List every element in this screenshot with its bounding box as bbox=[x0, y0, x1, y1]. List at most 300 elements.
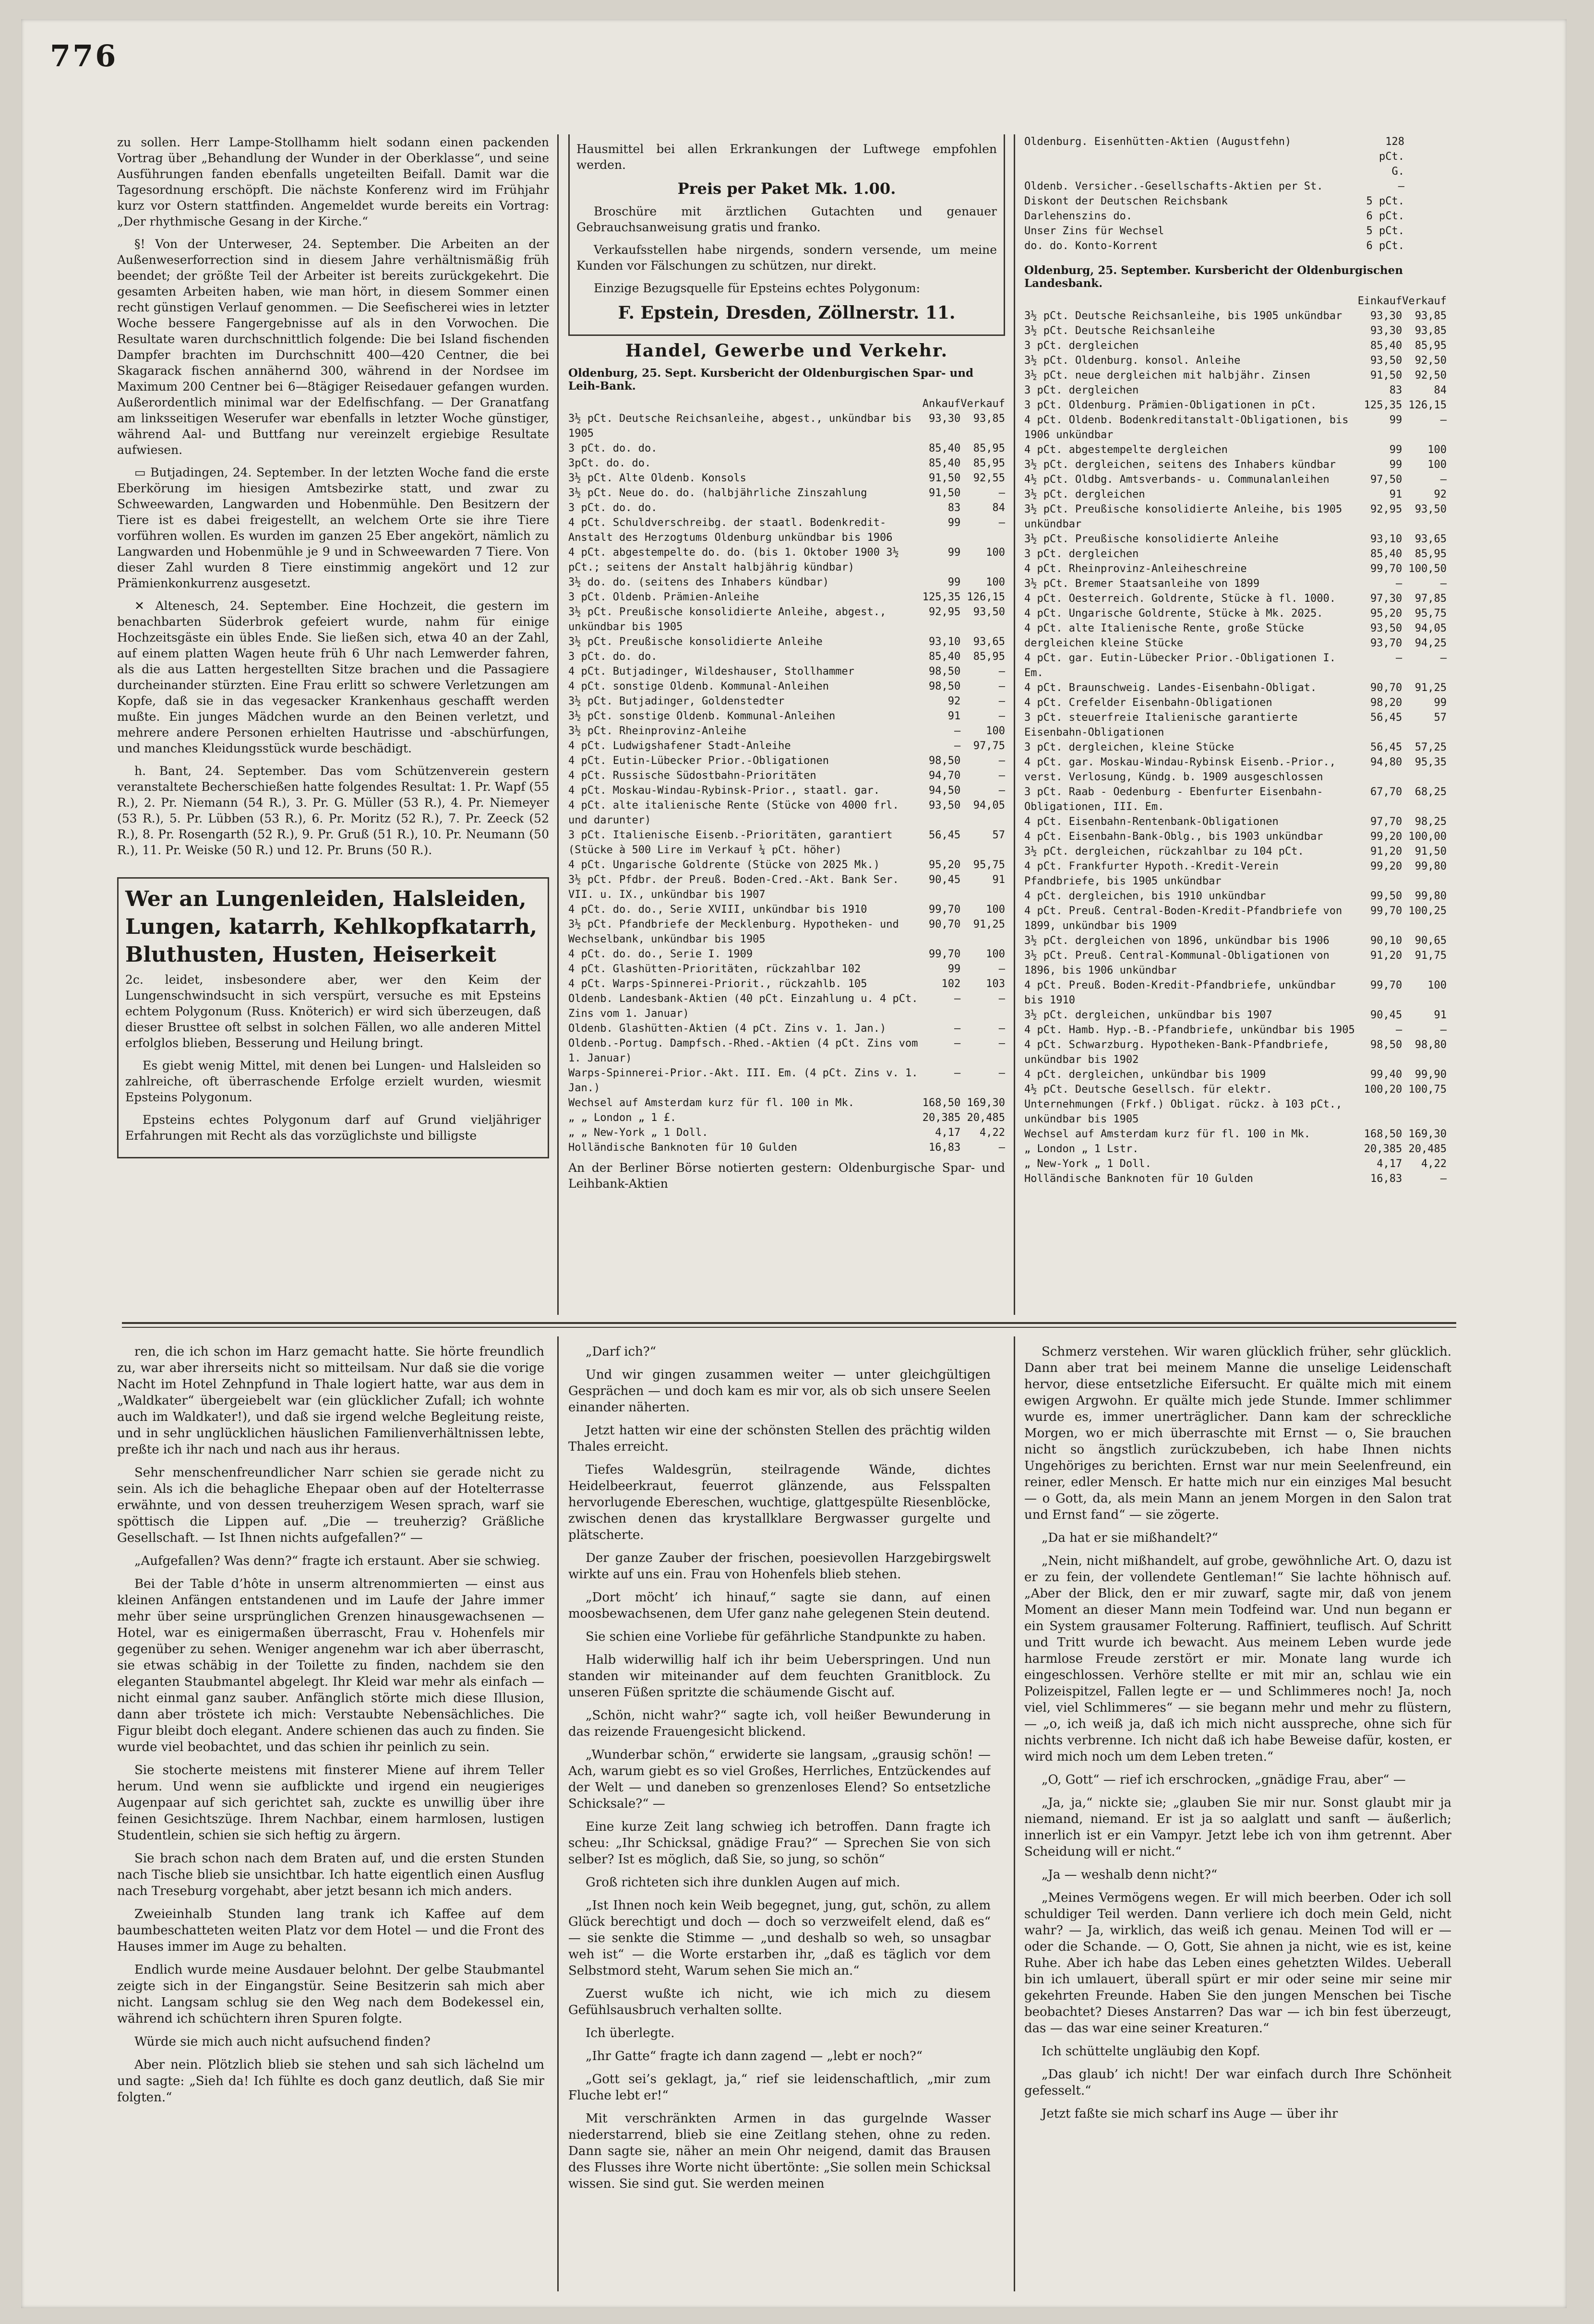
buy-price: 99,40 bbox=[1370, 1069, 1402, 1081]
table-row bbox=[568, 739, 1005, 753]
table-row bbox=[1024, 547, 1447, 561]
sell-price: — bbox=[998, 963, 1005, 975]
sell-price: 84 bbox=[992, 502, 1005, 514]
page-number: 776 bbox=[50, 38, 118, 73]
sell-price: 169,30 bbox=[1408, 1128, 1447, 1140]
buy-price: 93,30 bbox=[1370, 325, 1402, 337]
table-row bbox=[568, 1096, 1005, 1110]
sell-price: 100,75 bbox=[1408, 1084, 1447, 1096]
column-rule-1 bbox=[557, 134, 559, 1315]
table-row bbox=[1024, 472, 1447, 487]
security-name: 4 pCt. do. do., Serie I. 1909 bbox=[568, 948, 753, 960]
table-row bbox=[1024, 904, 1447, 933]
buy-price: — bbox=[954, 1067, 961, 1079]
sell-price: 84 bbox=[1434, 384, 1447, 396]
table-row bbox=[568, 1036, 1005, 1066]
sell-price: 97,85 bbox=[1414, 593, 1447, 605]
buy-price: 99 bbox=[947, 517, 961, 529]
table-header-row bbox=[1024, 294, 1447, 309]
security-name: 3½ pCt. Preußische konsolidierte Anleihe, bis 1905 unkündbar bbox=[1024, 503, 1342, 530]
table-row bbox=[1024, 502, 1447, 532]
sell-price: 93,65 bbox=[973, 636, 1005, 648]
buy-price: — bbox=[1398, 180, 1404, 192]
sell-price: 99 bbox=[1434, 697, 1447, 709]
security-name: 3½ pCt. Butjadinger, Goldenstedter bbox=[568, 695, 785, 707]
security-name: 4 pCt. Ludwigshafener Stadt-Anleihe bbox=[568, 740, 791, 752]
table-row bbox=[568, 753, 1005, 768]
sell-price: 57,25 bbox=[1414, 741, 1447, 753]
buy-price: 90,45 bbox=[1370, 1009, 1402, 1021]
security-name: „ London „ 1 Lstr. bbox=[1024, 1143, 1139, 1155]
buy-price: 99 bbox=[1389, 414, 1402, 426]
table-row bbox=[568, 575, 1005, 590]
security-name: 3 pCt. Oldenb. Prämien-Anleihe bbox=[568, 591, 759, 603]
story-paragraph: Tiefes Waldesgrün, steilragende Wände, dichtes Heidelbeerkraut, feuerrot glänzende, aus Felsspalten hervorlugende Ebereschen, wuchtige, glattgespülte Riesenblöcke, zwischen denen das krystallklare Bergwasser gurgelte und plätscherte. bbox=[568, 1463, 991, 1542]
security-name: „ „ New-York „ 1 Doll. bbox=[568, 1127, 708, 1139]
table-row bbox=[1024, 323, 1447, 338]
buy-price: 90,70 bbox=[1370, 682, 1402, 694]
article-altenesch: ✕ Altenesch, 24. September. Eine Hochzeit, die gestern im benachbarten Süderbrok gefeiert wurde, nahm für einige Hochzeitsgäste ein übles Ende. Sie ließen sich, etwa 40 an der Zahl, auf einem platten Wagen heute früh 6 Uhr nach Lemwerder fahren, als die aus Latten hergestellten Sitze brachen und die Passagiere durcheinander stürzten. Eine Frau erlitt so schwere Verletzungen am Kopfe, daß sie in das vegesacker Krankenhaus geschafft werden mußte. Ein junges Mädchen wurde an den Beinen verletzt, und mehrere andere Personen erhielten Hautrisse und -abschürfungen, und manches Kleidungsstück wurde beschädigt. bbox=[117, 599, 549, 755]
story-paragraph: „Wunderbar schön,“ erwiderte sie langsam, „grausig schön! — Ach, warum giebt es so viel Großes, Herrliches, Entzückendes auf der Welt — und daneben so grenzenloses Elend? So entsetzliche Schicksale?“ — bbox=[568, 1748, 991, 1811]
story-column-3 bbox=[1024, 1344, 1451, 2299]
buy-price: 98,50 bbox=[1370, 1039, 1402, 1051]
table-row bbox=[1024, 209, 1447, 224]
buy-price: 16,83 bbox=[929, 1142, 961, 1154]
security-name: 4 pCt. Preuß. Boden-Kredit-Pfandbriefe, unkündbar bis 1910 bbox=[1024, 979, 1336, 1006]
story-paragraph: „Meines Vermögens wegen. Er will mich beerben. Oder ich soll schuldiger Teil werden. Dann verliere ich doch mein Geld, nicht wahr? — Ja, wirklich, das weiß ich genau. Meinen Tod will er — oder die Schande. — O, Gott, Sie ahnen ja nicht, wie es ist, keine Ruhe. Aber ich habe das Leben eines gehetzten Wildes. Ueberall bin ich umlauert, überall spürt er mir oder seine mir seine mir gekehrten Freunde. Haben Sie den jungen Menschen bei Tische beobachtet? Dieses Anstarren? Das war — ich bin fest überzeugt, das — das war eine seiner Kreaturen.“ bbox=[1024, 1891, 1451, 2036]
story-paragraph: Aber nein. Plötzlich blieb sie stehen und sah sich lächelnd um und sagte: „Sieh da! Ich fühlte es doch ganz deutlich, daß Sie mir folgten.“ bbox=[117, 2058, 544, 2105]
ad-text-3: Epsteins echtes Polygonum darf auf Grund vieljähriger Erfahrungen mit Recht als das vorzüglichste und billigste bbox=[125, 1113, 541, 1143]
security-name: 3½ pCt. Preußische konsolidierte Anleihe bbox=[1024, 533, 1279, 545]
sell-price: — bbox=[998, 517, 1005, 529]
security-name: 4 pCt. Crefelder Eisenbahn-Obligationen bbox=[1024, 697, 1272, 709]
table-row bbox=[1024, 194, 1447, 209]
buy-price: 90,70 bbox=[929, 918, 961, 930]
table-row bbox=[568, 471, 1005, 486]
sell-price: 100,50 bbox=[1408, 563, 1447, 575]
buy-price: 128 pCt. G. bbox=[1379, 136, 1404, 178]
table-row bbox=[568, 828, 1005, 858]
sell-price: 98,80 bbox=[1414, 1039, 1447, 1051]
story-paragraph: „Nein, nicht mißhandelt, auf grobe, gewöhnliche Art. O, dazu ist er zu fein, der vollendete Gentleman!“ Sie lachte höhnisch auf. „Aber der Blick, den er mir zuwarf, sagte mir, daß von jenem Moment an dieser Mann mein Todfeind war. Und nun begann er ein System grausamer Folterung. Raffiniert, teuflisch. Auf Schritt und Tritt wurde ich bewacht. Aus meinem Leben wurde jede harmlose Freude zerstört er mir. Monate lang wurde ich eingeschlossen. Verhöre stellte er mit mir an, schlau wie ein Polizeispitzel, Fallen legte er — und Schlimmeres noch! Ja, noch viel, viel Schlimmeres“ — sie begann mehr und mehr zu flüstern, — „o, ich weiß ja, daß ich mich nicht ausspreche, ohne sich für nichts verbrenne. Ich nicht daß ich habe Beweise dafür, kosten, er wird mich noch um dem Leben treten.“ bbox=[1024, 1554, 1451, 1764]
buy-price: 91 bbox=[1389, 489, 1402, 501]
kursbericht-landesbank-heading: Oldenburg, 25. September. Kursbericht der Oldenburgischen Landesbank. bbox=[1024, 264, 1403, 290]
table-row bbox=[568, 545, 1005, 575]
buy-price: 4,17 bbox=[935, 1127, 961, 1139]
buy-price: 98,50 bbox=[929, 666, 961, 678]
sell-price: 99,90 bbox=[1414, 1069, 1447, 1081]
security-name: do. do. Konto-Korrent bbox=[1024, 240, 1158, 252]
sell-price: 93,50 bbox=[973, 606, 1005, 618]
table-row bbox=[568, 902, 1005, 917]
sell-price: 57 bbox=[1434, 712, 1447, 724]
buy-price: 125,35 bbox=[1364, 399, 1402, 411]
buy-price: 95,20 bbox=[1370, 608, 1402, 620]
column-header-ankauf: Ankauf bbox=[922, 398, 961, 410]
table-row bbox=[1024, 134, 1447, 179]
sell-price: — bbox=[1440, 578, 1447, 590]
security-name: 4 pCt. Rheinprovinz-Anleiheschreine bbox=[1024, 563, 1247, 575]
column-1 bbox=[117, 134, 549, 1320]
security-name: 4 pCt. gar. Eutin-Lübecker Prior.-Obligationen I. Em. bbox=[1024, 652, 1336, 679]
security-name: 3 pCt. Raab - Oedenburg - Ebenfurter Eisenbahn-Obligationen, III. Em. bbox=[1024, 786, 1323, 813]
story-paragraph: ren, die ich schon im Harz gemacht hatte. Sie hörte freundlich zu, war aber ihrerseits nicht so mitteilsam. Nur daß sie die vorige Nacht im Hotel Zehnpfund in Thale logiert hatte, war aus dem in „Waldkater“ übergeiebelt war (ein glücklicher Zufall; ich wohnte auch im Waldkater!), und daß sie irgend welche Begleitung reiste, und in sehr unglücklichen häuslichen Familienverhältnissen lebte, preßte ich ihr nach und nach aus ihr heraus. bbox=[117, 1345, 544, 1457]
buy-price: 92 bbox=[947, 695, 961, 707]
sell-price: 100 bbox=[986, 725, 1005, 737]
story-rule-2 bbox=[1014, 1336, 1015, 2291]
sell-price: 99,80 bbox=[1414, 890, 1447, 902]
sell-price: 90,65 bbox=[1414, 935, 1447, 947]
sell-price: 92,50 bbox=[1414, 369, 1447, 381]
table-row bbox=[568, 694, 1005, 709]
buy-price: 92,95 bbox=[929, 606, 961, 618]
security-name: 3½ pCt. dergleichen, seitens des Inhabers kündbar bbox=[1024, 459, 1336, 471]
table-row bbox=[568, 515, 1005, 545]
table-row bbox=[1024, 978, 1447, 1008]
buy-price: 97,30 bbox=[1370, 593, 1402, 605]
buy-price: 93,50 bbox=[929, 799, 961, 811]
story-paragraph: Halb widerwillig half ich ihr beim Ueberspringen. Und nun standen wir miteinander auf dem feuchten Granitblock. Zu unseren Füßen spritzte die schäumende Gischt auf. bbox=[568, 1653, 991, 1700]
story-paragraph: „Schön, nicht wahr?“ sagte ich, voll heißer Bewunderung in das reizende Frauengesicht blickend. bbox=[568, 1708, 991, 1739]
sell-price: 126,15 bbox=[1408, 399, 1447, 411]
security-name: 3 pCt. do. do. bbox=[568, 442, 658, 454]
buy-price: — bbox=[1396, 578, 1402, 590]
article-conference: zu sollen. Herr Lampe-Stollhamm hielt sodann einen packenden Vortrag über „Behandlung der Wunder in der Oberklasse“, und seine Ausführungen fanden ebenfalls ungeteilten Beifall. Damit war die Tagesordnung erschöpft. Die nächste Konferenz wird im Frühjahr kurz vor Ostern stattfinden. Angemeldet wurde bereits ein Vortrag: „Der rhythmische Gesang in der Kirche.“ bbox=[117, 135, 549, 228]
sell-price: 91,50 bbox=[1414, 846, 1447, 858]
buy-price: 94,70 bbox=[929, 770, 961, 782]
table-row bbox=[568, 872, 1005, 902]
security-name: 4 pCt. dergleichen, unkündbar bis 1909 bbox=[1024, 1069, 1266, 1081]
sell-price: 94,05 bbox=[1414, 622, 1447, 634]
ad-text-1: 2c. leidet, insbesondere aber, wer den Keim der Lungenschwindsucht in sich verspürt, versuche es mit Epsteins echtem Polygonum (Russ. Knöterich) er wird sich überzeugen, daß dieser Brusttee oft selbst in solchen Fällen, wo alle anderen Mittel erfolglos blieben, Besserung und Heilung bringt. bbox=[125, 973, 541, 1050]
security-name: 4 pCt. Schwarzburg. Hypotheken-Bank-Pfandbriefe, unkündbar bis 1902 bbox=[1024, 1039, 1330, 1066]
table-row bbox=[1024, 1142, 1447, 1156]
sell-price bbox=[1404, 194, 1447, 209]
security-name: 4 pCt. alte Italienische Rente, große Stücke bbox=[1024, 622, 1304, 634]
table-row bbox=[1024, 179, 1447, 194]
story-paragraph: Sehr menschenfreundlicher Narr schien sie gerade nicht zu sein. Als ich die behagliche Ehepaar oben auf der Hotelterrasse erwähnte, und von dessen treuherzigem Wesen sprach, warf sie spöttisch die Lippen auf. „Die — treuherzig? Gräßliche Gesellschaft. — Ist Ihnen nichts aufgefallen?“ — bbox=[117, 1466, 544, 1545]
table-row bbox=[1024, 238, 1447, 253]
security-name: 4 pCt. Oesterreich. Goldrente, Stücke à fl. 1000. bbox=[1024, 593, 1336, 605]
sell-price: 92,55 bbox=[973, 472, 1005, 484]
security-name: 3½ pCt. Bremer Staatsanleihe von 1899 bbox=[1024, 578, 1260, 590]
security-name: 4 pCt. Preuß. Central-Boden-Kredit-Pfandbriefe von 1899, unkündbar bis 1909 bbox=[1024, 905, 1342, 932]
buy-price: 98,50 bbox=[929, 755, 961, 767]
security-name: „ New-York „ 1 Doll. bbox=[1024, 1158, 1151, 1170]
security-name: 3½ pCt. Pfandbriefe der Mecklenburg. Hypotheken- und Wechselbank, unkündbar bis 1905 bbox=[568, 918, 899, 945]
security-name: 4 pCt. Butjadinger, Wildeshauser, Stollhammer bbox=[568, 666, 855, 678]
sell-price: — bbox=[998, 666, 1005, 678]
security-name: 3½ pCt. Rheinprovinz-Anleihe bbox=[568, 725, 746, 737]
table-row bbox=[568, 991, 1005, 1021]
security-name: 3½ do. do. (seitens des Inhabers kündbar) bbox=[568, 576, 829, 588]
table-row bbox=[1024, 933, 1447, 948]
table-row bbox=[1024, 442, 1447, 457]
sell-price: — bbox=[1440, 474, 1447, 486]
table-row bbox=[1024, 1008, 1447, 1023]
buy-price: 85,40 bbox=[1370, 548, 1402, 560]
table-row bbox=[1024, 636, 1447, 651]
buy-price: 99 bbox=[1389, 444, 1402, 456]
buy-price: 56,45 bbox=[929, 829, 961, 841]
sell-price: 85,95 bbox=[973, 457, 1005, 469]
sell-price: 99,80 bbox=[1414, 860, 1447, 872]
column-2 bbox=[568, 134, 1005, 1320]
ad-text-2: Es giebt wenig Mittel, mit denen bei Lungen- und Halsleiden so zahlreiche, oft überraschende Erfolge erzielt wurden, wiesmit Epsteins Polygonum. bbox=[125, 1059, 541, 1104]
buy-price: 94,50 bbox=[929, 785, 961, 797]
table-row bbox=[1024, 651, 1447, 680]
story-paragraph: Jetzt faßte sie mich scharf ins Auge — über ihr bbox=[1042, 2107, 1338, 2121]
buy-price: 67,70 bbox=[1370, 786, 1402, 798]
buy-price: 20,385 bbox=[1364, 1143, 1402, 1155]
story-column-2 bbox=[568, 1344, 991, 2299]
buy-price: 85,40 bbox=[929, 442, 961, 454]
sell-price bbox=[1404, 179, 1447, 194]
security-name: 4 pCt. dergleichen, bis 1910 unkündbar bbox=[1024, 890, 1266, 902]
article-butjadingen: ▭ Butjadingen, 24. September. In der letzten Woche fand die erste Eberkörung im hiesigen Amtsbezirke statt, und zwar zu Schweewarden, Langwarden und Hobenmühle. Den Besitzern der Tiere ist es dabei freigestellt, an welchem Orte sie ihre Tiere vorführen wollen. Es wurden im ganzen 25 Eber angekört, nämlich zu Langwarden und Hobenmühle je 9 und in Schweewarden 7 Tiere. Von dieser Zahl wurden 8 Tiere einstimmig angekört und 12 zur Prämienkonkurrenz ausgesetzt. bbox=[117, 465, 549, 590]
security-name: 4 pCt. Schuldverschreibg. der staatl. Bodenkredit-Anstalt des Herzogtums Oldenburg unkündbar bis 1906 bbox=[568, 517, 893, 544]
security-name: 4 pCt. Eutin-Lübecker Prior.-Obligationen bbox=[568, 755, 829, 767]
buy-price: 98,20 bbox=[1370, 697, 1402, 709]
buy-price: 125,35 bbox=[922, 591, 961, 603]
buy-price: 4,17 bbox=[1377, 1158, 1402, 1170]
buy-price: 99,70 bbox=[1370, 905, 1402, 917]
security-name: Holländische Banknoten für 10 Gulden bbox=[1024, 1173, 1253, 1185]
security-name: 3½ pCt. Deutsche Reichsanleihe, bis 1905 unkündbar bbox=[1024, 310, 1342, 322]
table-row bbox=[1024, 695, 1447, 710]
sell-price: 4,22 bbox=[1421, 1158, 1447, 1170]
sell-price: 100 bbox=[1427, 444, 1447, 456]
security-name: 4 pCt. Eisenbahn-Rentenbank-Obligationen bbox=[1024, 816, 1279, 828]
table-row bbox=[1024, 398, 1447, 413]
column-rule-2 bbox=[1014, 134, 1015, 1315]
buy-price: 56,45 bbox=[1370, 741, 1402, 753]
story-paragraph: „Ist Ihnen noch kein Weib begegnet, jung, gut, schön, zu allem Glück berechtigt und doch — doch so verzweifelt elend, daß es“ — sie senkte die Stimme — „und deshalb so weh, so unsagbar weh ist“ — die Worte erstarben ihr, „daß es täglich vor dem Selbstmord steht, Warum sehen Sie mich an.“ bbox=[568, 1898, 991, 1978]
security-name: 4 pCt. Glashütten-Prioritäten, rückzahlbar 102 bbox=[568, 963, 861, 975]
security-name: 3½ pCt. dergleichen bbox=[1024, 489, 1145, 501]
buy-price: 94,80 bbox=[1370, 756, 1402, 768]
security-name: 3½ pCt. Neue do. do. (halbjährliche Zinszahlung bbox=[568, 487, 867, 499]
security-name: Wechsel auf Amsterdam kurz für fl. 100 in Mk. bbox=[568, 1097, 855, 1109]
newspaper-page bbox=[21, 19, 1567, 2308]
ad-price: Preis per Paket Mk. 1.00. bbox=[677, 179, 896, 198]
buy-price: 93,10 bbox=[1370, 533, 1402, 545]
table-row bbox=[1024, 224, 1447, 238]
sell-price: 95,75 bbox=[1414, 608, 1447, 620]
sell-price: 100 bbox=[1427, 979, 1447, 991]
sell-price bbox=[1404, 134, 1447, 179]
kursbericht-table-sparbank bbox=[568, 396, 1005, 1155]
table-row bbox=[1024, 1037, 1447, 1067]
security-name: dergleichen kleine Stücke bbox=[1024, 637, 1184, 649]
sell-price: — bbox=[1440, 1173, 1447, 1185]
table-row bbox=[568, 917, 1005, 947]
table-row bbox=[568, 1110, 1005, 1125]
sell-price bbox=[1404, 209, 1447, 224]
column-header-verkauf: Verkauf bbox=[960, 398, 1005, 410]
buy-price: 102 bbox=[941, 978, 961, 990]
advertisement-continued bbox=[568, 134, 1005, 336]
table-row bbox=[568, 486, 1005, 501]
security-name: „ „ London „ 1 £. bbox=[568, 1112, 677, 1124]
story-paragraph: „Ihr Gatte“ fragte ich dann zagend — „lebt er noch?“ bbox=[586, 2049, 923, 2063]
security-name: 3½ pCt. dergleichen von 1896, unkündbar bis 1906 bbox=[1024, 935, 1330, 947]
buy-price: 100,20 bbox=[1364, 1084, 1402, 1096]
sell-price: 20,485 bbox=[967, 1112, 1005, 1124]
sell-price: 95,75 bbox=[973, 859, 1005, 871]
buy-price: 16,83 bbox=[1370, 1173, 1402, 1185]
sell-price: 103 bbox=[986, 978, 1005, 990]
story-paragraph: „O, Gott“ — rief ich erschrocken, „gnädige Frau, aber“ — bbox=[1042, 1773, 1406, 1787]
story-paragraph: Ich schüttelte ungläubig den Kopf. bbox=[1042, 2044, 1260, 2059]
security-name: 4 pCt. Ungarische Goldrente, Stücke à Mk. 2025. bbox=[1024, 608, 1323, 620]
table-row bbox=[1024, 1171, 1447, 1186]
security-name: 3 pCt. Italienische Eisenb.-Prioritäten, garantiert (Stücke à 500 Lire im Verkauf ¼ pCt. höher) bbox=[568, 829, 893, 856]
article-bant: h. Bant, 24. September. Das vom Schützenverein gestern veranstaltete Becherschießen hatte folgendes Resultat: 1. Pr. Wapf (55 R.), 2. Pr. Niemann (54 R.), 3. Pr. G. Müller (53 R.), 4. Pr. Niemeyer (53 R.), 5. Pr. Lübben (53 R.), 6. Pr. Moritz (52 R.), 7. Pr. Zeeck (52 R.), 8. Pr. Rosengarth (52 R.), 9. Pr. Gruß (51 R.), 10. Pr. Neumann (50 R.), 11. Pr. Weiske (50 R.) und 12. Pr. Bruns (50 R.). bbox=[117, 764, 549, 857]
story-paragraph: Groß richteten sich ihre dunklen Augen auf mich. bbox=[586, 1875, 900, 1890]
security-name: 4 pCt. Braunschweig. Landes-Eisenbahn-Obligat. bbox=[1024, 682, 1317, 694]
buy-price: 99 bbox=[1389, 459, 1402, 471]
table-row bbox=[568, 649, 1005, 664]
security-name: 3 pCt. do. do. bbox=[568, 651, 658, 663]
buy-price: 91,50 bbox=[1370, 369, 1402, 381]
table-row bbox=[1024, 353, 1447, 368]
sell-price: 100 bbox=[986, 948, 1005, 960]
table-row bbox=[1024, 532, 1447, 547]
table-row bbox=[1024, 859, 1447, 889]
table-row bbox=[568, 1066, 1005, 1096]
buy-price: 91,20 bbox=[1370, 846, 1402, 858]
story-paragraph: „Dort möcht’ ich hinauf,“ sagte sie dann, auf einen moosbewachsenen, dem Ufer ganz nahe gelegenen Stein deutend. bbox=[568, 1590, 991, 1621]
table-row bbox=[568, 456, 1005, 471]
table-row bbox=[568, 1021, 1005, 1036]
top-section bbox=[117, 134, 1447, 1320]
security-name: Holländische Banknoten für 10 Gulden bbox=[568, 1142, 797, 1154]
sell-price: — bbox=[998, 1037, 1005, 1049]
sell-price: 91 bbox=[992, 874, 1005, 886]
sell-price: 93,85 bbox=[973, 413, 1005, 425]
sell-price bbox=[1404, 224, 1447, 238]
ad-headline: Wer an Lungenleiden, Halsleiden, Lungen, katarrh, Kehlkopfkatarrh, Bluthusten, Husten, Heiserkeit bbox=[125, 887, 538, 967]
sell-price: 68,25 bbox=[1414, 786, 1447, 798]
sell-price: 93,65 bbox=[1414, 533, 1447, 545]
security-name: 3 pCt. dergleichen bbox=[1024, 548, 1139, 560]
ad-brochure: Broschüre mit ärztlichen Gutachten und genauer Gebrauchsanweisung gratis und franko. bbox=[576, 204, 997, 234]
buy-price: — bbox=[954, 993, 961, 1005]
table-row bbox=[568, 962, 1005, 977]
security-name: 3 pCt. dergleichen, kleine Stücke bbox=[1024, 741, 1234, 753]
security-name: 4 pCt. Oldenb. Bodenkreditanstalt-Obligationen, bis 1906 unkündbar bbox=[1024, 414, 1349, 441]
buy-price: 5 pCt. bbox=[1366, 195, 1404, 207]
buy-price: 85,40 bbox=[929, 651, 961, 663]
ad-continued-text: Hausmittel bei allen Erkrankungen der Luftwege empfohlen werden. bbox=[576, 142, 997, 172]
sell-price: 100 bbox=[986, 576, 1005, 588]
sell-price: 97,75 bbox=[973, 740, 1005, 752]
story-paragraph: „Darf ich?“ bbox=[586, 1345, 656, 1359]
table-row bbox=[1024, 1156, 1447, 1171]
sell-price: 20,485 bbox=[1408, 1143, 1447, 1155]
table-row bbox=[1024, 948, 1447, 978]
buy-price: 99,70 bbox=[1370, 563, 1402, 575]
buy-price: 56,45 bbox=[1370, 712, 1402, 724]
security-name: Oldenb. Landesbank-Aktien (40 pCt. Einzahlung u. 4 pCt. Zins vom 1. Januar) bbox=[568, 993, 918, 1020]
security-name: 3½ pCt. Alte Oldenb. Konsols bbox=[568, 472, 746, 484]
sell-price: 100 bbox=[986, 904, 1005, 916]
sell-price: — bbox=[998, 695, 1005, 707]
buy-price: 168,50 bbox=[922, 1097, 961, 1109]
sell-price: 100,25 bbox=[1408, 905, 1447, 917]
security-name: Darlehenszins do. bbox=[1024, 210, 1133, 222]
story-paragraph: „Ja, ja,“ nickte sie; „glauben Sie mir nur. Sonst glaubt mir ja niemand, niemand. Er ist ja so aalglatt und sanft — äußerlich; innerlich ist er ein Vampyr. Jetzt lebe ich von ihm getrennt. Aber Scheidung will er nicht.“ bbox=[1024, 1796, 1451, 1859]
buy-price: 5 pCt. bbox=[1366, 225, 1404, 237]
table-row bbox=[1024, 829, 1447, 844]
security-name: 3 pCt. steuerfreie Italienische garantierte Eisenbahn-Obligationen bbox=[1024, 712, 1298, 739]
buy-price: 97,50 bbox=[1370, 474, 1402, 486]
security-name: 3½ pCt. Deutsche Reichsanleihe bbox=[1024, 325, 1215, 337]
table-row bbox=[1024, 1082, 1447, 1127]
table-row bbox=[1024, 561, 1447, 576]
table-row bbox=[1024, 606, 1447, 621]
table-row bbox=[568, 724, 1005, 739]
buy-price: 83 bbox=[1389, 384, 1402, 396]
sell-price bbox=[1404, 238, 1447, 253]
story-column-1 bbox=[117, 1344, 544, 2299]
buy-price: 98,50 bbox=[929, 680, 961, 692]
buy-price: — bbox=[1396, 1024, 1402, 1036]
buy-price: 91,50 bbox=[929, 487, 961, 499]
buy-price: 97,70 bbox=[1370, 816, 1402, 828]
security-name: 4 pCt. gar. Moskau-Windau-Rybinsk Eisenb.-Prior., verst. Verlosung, Kündg. b. 1909 ausgeschlossen bbox=[1024, 756, 1336, 783]
security-name: 4 pCt. Moskau-Windau-Rybinsk-Prior., staatl. gar. bbox=[568, 785, 880, 797]
security-name: 4 pCt. sonstige Oldenb. Kommunal-Anleihen bbox=[568, 680, 829, 692]
sell-price: — bbox=[998, 1142, 1005, 1154]
table-row bbox=[568, 858, 1005, 872]
story-paragraph: Und wir gingen zusammen weiter — unter gleichgültigen Gesprächen — und doch kam es mir vor, als ob sich unsere Seelen einander näherten. bbox=[568, 1368, 991, 1415]
table-row bbox=[1024, 309, 1447, 323]
security-name: 4 pCt. Eisenbahn-Bank-Oblg., bis 1903 unkündbar bbox=[1024, 831, 1323, 843]
table-row bbox=[1024, 338, 1447, 353]
security-name: 3 pCt. dergleichen bbox=[1024, 384, 1139, 396]
security-name: Diskont der Deutschen Reichsbank bbox=[1024, 195, 1228, 207]
story-paragraph: Sie stocherte meistens mit finsterer Miene auf ihrem Teller herum. Und wenn sie aufblickte und irgend ein neugieriges Augenpaar auf sich gerichtet sah, zuckte es unwillig über ihre feinen Gesichtszüge. Ihrem Nachbar, einem harmlosen, lustigen Studentlein, schien sie sich heftig zu ärgern. bbox=[117, 1763, 544, 1843]
buy-price: 90,10 bbox=[1370, 935, 1402, 947]
berlin-notice: An der Berliner Börse notierten gestern: Oldenburgische Spar- und Leihbank-Aktien bbox=[568, 1161, 1005, 1191]
buy-price: 99,70 bbox=[929, 904, 961, 916]
buy-price: — bbox=[954, 1037, 961, 1049]
buy-price: 85,40 bbox=[1370, 340, 1402, 352]
sell-price: — bbox=[998, 1023, 1005, 1035]
column-header-einkauf: Einkauf bbox=[1357, 295, 1402, 307]
security-name: 4 pCt. abgestempelte dergleichen bbox=[1024, 444, 1228, 456]
security-name: 3½ pCt. sonstige Oldenb. Kommunal-Anleihen bbox=[568, 710, 836, 722]
sell-price: 100,00 bbox=[1408, 831, 1447, 843]
table-row bbox=[568, 1125, 1005, 1140]
sell-price: — bbox=[998, 1067, 1005, 1079]
buy-price: 93,30 bbox=[1370, 310, 1402, 322]
story-paragraph: Endlich wurde meine Ausdauer belohnt. Der gelbe Staubmantel zeigte sich in der Eingangstür. Seine Besitzerin sah mich aber nicht. Langsam schlug sie den Weg nach dem Bodekessel ein, während ich schüchtern ihren Spuren folgte. bbox=[117, 1963, 544, 2026]
sell-price: — bbox=[998, 680, 1005, 692]
sell-price: 94,25 bbox=[1414, 637, 1447, 649]
feuilleton-section bbox=[117, 1344, 1451, 2299]
sell-price: 92 bbox=[1434, 489, 1447, 501]
security-name: Wechsel auf Amsterdam kurz für fl. 100 in Mk. bbox=[1024, 1128, 1311, 1140]
story-paragraph: Sie brach schon nach dem Braten auf, und die ersten Stunden nach Tische blieb sie unsichtbar. Ich hatte eigentlich einen Ausflug nach Treseburg vorgehabt, aber jetzt besann ich mich anders. bbox=[117, 1851, 544, 1898]
table-row bbox=[1024, 576, 1447, 591]
story-paragraph: „Gott sei’s geklagt, ja,“ rief sie leidenschaftlich, „mir zum Fluche lebt er!“ bbox=[568, 2072, 991, 2103]
story-paragraph: Eine kurze Zeit lang schwieg ich betroffen. Dann fragte ich scheu: „Ihr Schicksal, gnädige Frau?“ — Sprechen Sie von sich selber? Ist es möglich, daß Sie, so jung, so schön“ bbox=[568, 1820, 991, 1867]
buy-price: 93,50 bbox=[1370, 355, 1402, 367]
table-row bbox=[1024, 710, 1447, 740]
